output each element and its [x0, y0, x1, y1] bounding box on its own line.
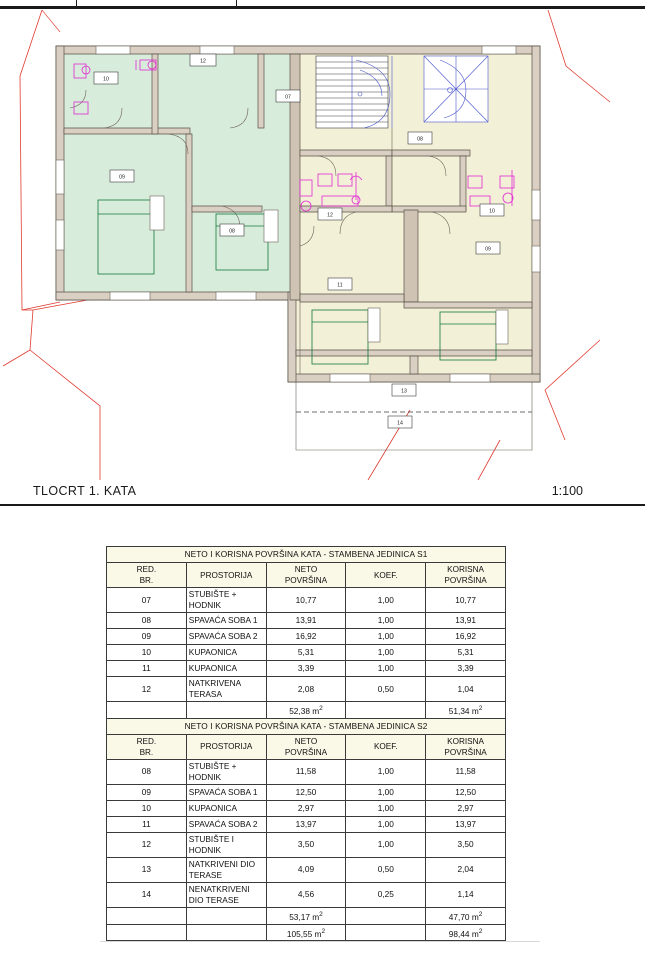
cell-red-br: 10 [107, 800, 187, 816]
cell-koef: 0,50 [346, 677, 426, 702]
cell-korisna: 13,97 [426, 816, 506, 832]
cell-koef: 1,00 [346, 816, 426, 832]
cell-prostorija: SPAVAĆA SOBA 1 [186, 613, 266, 629]
svg-text:12: 12 [200, 58, 206, 65]
table-row [107, 629, 506, 645]
cell-neto: 3,50 [266, 832, 346, 857]
cell-korisna: 1,14 [426, 882, 506, 907]
drawing-caption [0, 484, 645, 506]
header-prostorija: PROSTORIJA [186, 563, 266, 588]
header-neto: NETO POVRŠINA [266, 734, 346, 759]
cell-korisna: 1,04 [426, 677, 506, 702]
table-row [107, 784, 506, 800]
cell-prostorija: SPAVAĆA SOBA 1 [186, 784, 266, 800]
cell-koef: 0,50 [346, 857, 426, 882]
cell-neto: 5,31 [266, 645, 346, 661]
svg-text:09: 09 [485, 246, 491, 253]
table-row [107, 645, 506, 661]
cell-koef: 1,00 [346, 613, 426, 629]
table-row [107, 816, 506, 832]
header-neto: NETO POVRŠINA [266, 563, 346, 588]
cell-red-br: 08 [107, 613, 187, 629]
cell-red-br: 07 [107, 588, 187, 613]
cell-korisna: 11,58 [426, 759, 506, 784]
table-title-row [107, 547, 506, 563]
room-tag-12 [190, 54, 216, 66]
header-korisna: KORISNA POVRŠINA [426, 563, 506, 588]
cell-korisna: 2,04 [426, 857, 506, 882]
table-row [107, 588, 506, 613]
room-tag-10-left [94, 72, 118, 84]
cell-prostorija: NATKRIVENI DIO TERASE [186, 857, 266, 882]
svg-text:12: 12 [327, 212, 333, 219]
cell-red-br: 12 [107, 832, 187, 857]
cell-koef: 1,00 [346, 832, 426, 857]
total-neto-s1: 52,38 $m^2$ [266, 702, 346, 719]
table-title-row [107, 718, 506, 734]
cell-red-br: 09 [107, 629, 187, 645]
cell-prostorija: STUBIŠTE + HODNIK [186, 588, 266, 613]
cell-korisna: 3,50 [426, 832, 506, 857]
cell-neto: 16,92 [266, 629, 346, 645]
header-red-br: RED. BR. [107, 563, 187, 588]
area-tables [106, 546, 506, 941]
cell-koef: 1,00 [346, 800, 426, 816]
svg-text:14: 14 [397, 420, 403, 427]
header-koef: KOEF. [346, 734, 426, 759]
header-prostorija: PROSTORIJA [186, 734, 266, 759]
room-tag-13 [392, 384, 416, 396]
cell-koef: 1,00 [346, 629, 426, 645]
floorplan-drawing [0, 10, 645, 480]
table-row [107, 759, 506, 784]
cell-red-br: 11 [107, 661, 187, 677]
room-tag-09-left [110, 170, 134, 182]
room-tag-11 [328, 278, 352, 290]
cell-red-br: 09 [107, 784, 187, 800]
table-row [107, 677, 506, 702]
drawing-scale: 1:100 [551, 484, 583, 498]
cell-koef: 1,00 [346, 588, 426, 613]
cell-neto: 2,97 [266, 800, 346, 816]
table-row [107, 613, 506, 629]
top-divider-tick [236, 0, 237, 6]
total-korisna-s1: 51,34 $m^2$ [426, 702, 506, 719]
table-header-row [107, 734, 506, 759]
room-tag-10-right [480, 204, 504, 216]
cell-prostorija: SPAVAĆA SOBA 2 [186, 816, 266, 832]
cell-korisna: 2,97 [426, 800, 506, 816]
grand-total-korisna: 98,44 $m^2$ [426, 924, 506, 941]
cell-korisna: 10,77 [426, 588, 506, 613]
cell-red-br: 12 [107, 677, 187, 702]
cell-red-br: 10 [107, 645, 187, 661]
cell-neto: 13,91 [266, 613, 346, 629]
cell-prostorija: STUBIŠTE + HODNIK [186, 759, 266, 784]
cell-neto: 13,97 [266, 816, 346, 832]
table-row [107, 832, 506, 857]
svg-text:13: 13 [401, 388, 407, 395]
drawing-title: TLOCRT 1. KATA [33, 484, 137, 498]
cell-koef: 0,25 [346, 882, 426, 907]
grand-total-neto: 105,55 $m^2$ [266, 924, 346, 941]
cell-korisna: 12,50 [426, 784, 506, 800]
header-red-br: RED. BR. [107, 734, 187, 759]
cell-korisna: 16,92 [426, 629, 506, 645]
area-table-s2 [106, 718, 506, 942]
caption-divider [0, 504, 645, 506]
top-divider [0, 6, 645, 9]
room-tag-08-stair [408, 132, 432, 144]
table-total-row [107, 702, 506, 719]
cell-korisna: 5,31 [426, 645, 506, 661]
cell-prostorija: SPAVAĆA SOBA 2 [186, 629, 266, 645]
cell-koef: 1,00 [346, 784, 426, 800]
room-tag-08-left [220, 224, 244, 236]
cell-red-br: 14 [107, 882, 187, 907]
cell-neto: 4,56 [266, 882, 346, 907]
cell-korisna: 13,91 [426, 613, 506, 629]
room-tag-12-bath [318, 208, 342, 220]
table-title: NETO I KORISNA POVRŠINA KATA - STAMBENA JEDINICA S2 [107, 718, 506, 734]
cell-korisna: 3,39 [426, 661, 506, 677]
cell-prostorija: NENATKRIVENI DIO TERASE [186, 882, 266, 907]
header-koef: KOEF. [346, 563, 426, 588]
table-title: NETO I KORISNA POVRŠINA KATA - STAMBENA JEDINICA S1 [107, 547, 506, 563]
table-row [107, 857, 506, 882]
cell-neto: 12,50 [266, 784, 346, 800]
cell-neto: 4,09 [266, 857, 346, 882]
cell-koef: 1,00 [346, 661, 426, 677]
table-grand-total-row [107, 924, 506, 941]
table-row [107, 661, 506, 677]
table-row [107, 800, 506, 816]
svg-text:10: 10 [489, 208, 495, 215]
room-tag-09-right [476, 242, 500, 254]
total-korisna-s2: 47,70 $m^2$ [426, 907, 506, 924]
cell-prostorija: KUPAONICA [186, 800, 266, 816]
svg-text:09: 09 [119, 174, 125, 181]
area-table-s1 [106, 546, 506, 719]
svg-text:08: 08 [229, 228, 235, 235]
total-neto-s2: 53,17 $m^2$ [266, 907, 346, 924]
cell-neto: 2,08 [266, 677, 346, 702]
cell-neto: 10,77 [266, 588, 346, 613]
cell-red-br: 11 [107, 816, 187, 832]
svg-text:08: 08 [417, 136, 423, 143]
cell-neto: 11,58 [266, 759, 346, 784]
cell-red-br: 13 [107, 857, 187, 882]
table-row [107, 882, 506, 907]
cell-prostorija: STUBIŠTE I HODNIK [186, 832, 266, 857]
cell-prostorija: KUPAONICA [186, 661, 266, 677]
table-header-row [107, 563, 506, 588]
svg-text:07: 07 [285, 94, 291, 101]
cell-prostorija: NATKRIVENA TERASA [186, 677, 266, 702]
room-tag-07 [276, 90, 300, 102]
cell-prostorija: KUPAONICA [186, 645, 266, 661]
table-total-row-s2 [107, 907, 506, 924]
room-tag-14 [388, 416, 412, 428]
cell-red-br: 08 [107, 759, 187, 784]
svg-text:11: 11 [337, 282, 343, 289]
top-divider-tick [76, 0, 77, 6]
cell-koef: 1,00 [346, 759, 426, 784]
cell-neto: 3,39 [266, 661, 346, 677]
bottom-divider [100, 941, 540, 942]
cell-koef: 1,00 [346, 645, 426, 661]
svg-text:10: 10 [103, 76, 109, 83]
header-korisna: KORISNA POVRŠINA [426, 734, 506, 759]
